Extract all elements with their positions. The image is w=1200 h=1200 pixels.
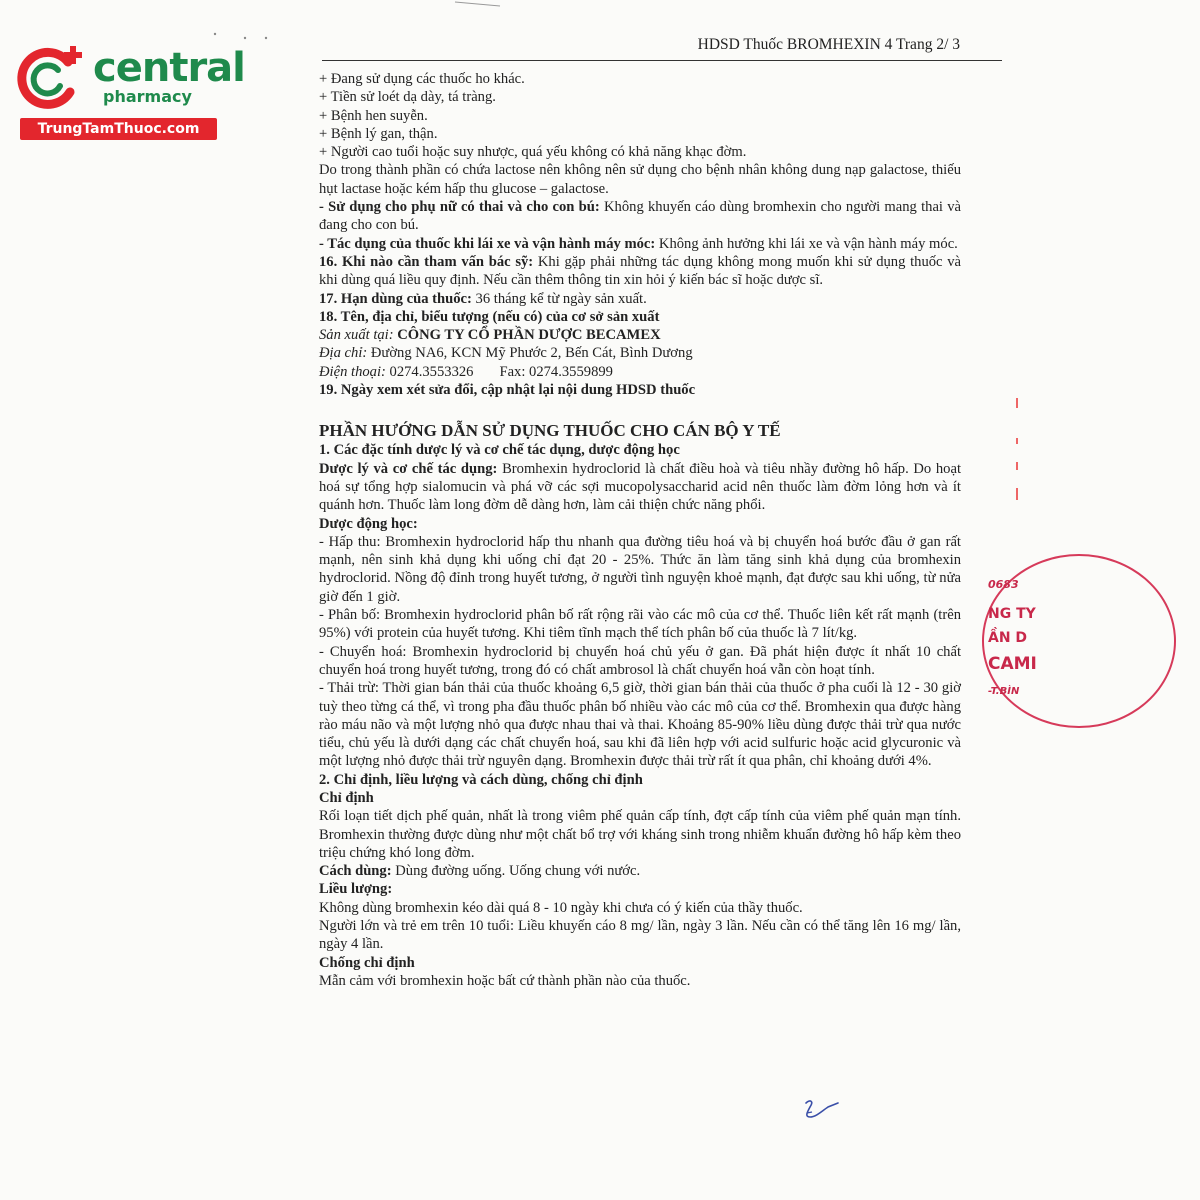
section-18-heading: 18. Tên, địa chỉ, biểu tượng (nếu có) của cơ sở sản xuất: [319, 308, 660, 325]
pharmacy-logo[interactable]: [8, 38, 245, 138]
section-16-text: Khi gặp phải những tác dụng không mong muốn khi sử dụng thuốc và khi dùng quá liều quy định. Nếu cần thêm thông tin xin hỏi ý kiến bác sĩ hoặc dược sĩ.: [319, 253, 961, 289]
pharmacology-paragraph: [319, 460, 961, 515]
logo-name: central: [93, 45, 245, 91]
lactose-warning: Do trong thành phần có chứa lactose nên không nên sử dụng cho bệnh nhân không dung nạp galactose, thiếu hụt lactase hoặc kém hấp thu glucose – galactose.: [319, 162, 961, 197]
stamp-fragment: [1016, 438, 1018, 444]
section-16: [319, 253, 961, 290]
absorption-paragraph: - Hấp thu: Bromhexin hydroclorid hấp thu nhanh qua đường tiêu hoá và bị chuyển hoá bước đầu ở gan rất mạnh, nên sinh khả dụng khi uống chỉ đạt 20 - 25%. Thức ăn làm tăng sinh khả dụng của bromhexin hydroclorid. Nồng độ đỉnh trong huyết tương, ở người tình nguyện khoẻ mạnh, đạt được sau khi uống, từ nửa giờ đến 1 giờ.: [319, 533, 961, 605]
precaution-line: + Đang sử dụng các thuốc ho khác.: [319, 71, 525, 87]
precaution-line: + Tiền sử loét dạ dày, tá tràng.: [319, 89, 496, 106]
phone-text: 0274.3553326: [385, 363, 474, 380]
driving-label: - Tác dụng của thuốc khi lái xe và vận hành máy móc:: [319, 235, 656, 252]
logo-url[interactable]: TrungTamThuoc.com: [20, 118, 217, 140]
stamp-text: NG TY: [988, 606, 1036, 622]
stamp-fragment: [1016, 462, 1018, 470]
contraindication-label: Chống chỉ định: [319, 954, 415, 971]
precaution-line: + Người cao tuổi hoặc suy nhược, quá yếu không có khả năng khạc đờm.: [319, 144, 747, 161]
pharmacology-text: Bromhexin hydroclorid là chất điều hoà và tiêu nhầy đường hô hấp. Do hoạt hoá sự tổng hợp sialomucin và phá vỡ các sợi mucopolysaccharid acid nên thuốc làm đờm lỏng hơn và ít quánh hơn. Thuốc làm long đờm dễ dàng hơn, làm cải thiện chức năng phổi.: [319, 460, 961, 514]
pregnancy-label: - Sử dụng cho phụ nữ có thai và cho con bú:: [319, 199, 600, 216]
administration-label: Cách dùng:: [319, 863, 392, 880]
section-19-heading: 19. Ngày xem xét sửa đổi, cập nhật lại nội dung HDSD thuốc: [319, 382, 696, 399]
dosage-line: Không dùng bromhexin kéo dài quá 8 - 10 ngày khi chưa có ý kiến của thầy thuốc.: [319, 899, 803, 916]
logo-c-plus-icon: [10, 40, 90, 120]
administration-paragraph: [319, 862, 961, 880]
stamp-text: -T.BÌN: [988, 686, 1020, 697]
pregnancy-paragraph: [319, 198, 961, 235]
scan-mark: [455, 2, 500, 6]
contraindication-text: Mẫn cảm với bromhexin hoặc bất cứ thành phần nào của thuốc.: [319, 972, 691, 989]
indication-text: Rối loạn tiết dịch phế quản, nhất là trong viêm phế quản cấp tính, đợt cấp tính của viêm phế quản mạn tính. Bromhexin thường được dùng như một chất bổ trợ với kháng sinh trong nhiễm khuẩn đường hô hấp kèm theo triệu chứng khó long đờm.: [319, 808, 961, 861]
document-body: [319, 70, 961, 990]
address-line: [319, 344, 961, 362]
pharmacology-heading: 1. Các đặc tính dược lý và cơ chế tác dụng, dược động học: [319, 442, 680, 459]
page-header: [322, 30, 1002, 61]
dosage-line: Người lớn và trẻ em trên 10 tuổi: Liều khuyến cáo 8 mg/ lần, ngày 3 lần. Nếu cần có thể tăng lên 16 mg/ lần, ngày 4 lần.: [319, 918, 961, 953]
manufacturer-label: Sản xuất tại:: [319, 327, 394, 344]
administration-text: Dùng đường uống. Uống chung với nước.: [391, 863, 641, 880]
stamp-text: CAMI: [988, 654, 1037, 674]
scan-dot: [244, 37, 246, 39]
phone-label: Điện thoại:: [319, 363, 386, 380]
indications-heading: 2. Chỉ định, liều lượng và cách dùng, chống chỉ định: [319, 771, 643, 788]
distribution-paragraph: - Phân bố: Bromhexin hydroclorid phân bố rất rộng rãi vào các mô của cơ thể. Thuốc liên kết rất mạnh (trên 95%) với protein của huyết tương. Khi tiêm tĩnh mạch thể tích phân bố của thuốc là 7 lít/kg.: [319, 607, 961, 642]
pharmacokinetics-label: Dược động học:: [319, 515, 418, 532]
manufacturer-line: [319, 326, 961, 344]
professional-section-heading: PHẦN HƯỚNG DẪN SỬ DỤNG THUỐC CHO CÁN BỘ Y TẾ: [319, 421, 781, 441]
elimination-paragraph: - Thải trừ: Thời gian bán thải của thuốc khoảng 6,5 giờ, thời gian bán thải của thuốc ở pha cuối là 12 - 30 giờ tuỳ theo từng cá thể, vì trong pha đầu thuốc phân bố nhiều vào các mô của cơ thể. Bromhexin qua được hàng rào máu não và một lượng nhỏ qua được nhau thai và thai. Khoảng 85-90% liều dùng được thải trừ qua nước tiểu, chủ yếu là dưới dạng các chất chuyển hoá, sau khi đã liên hợp với acid sulfuric hoặc acid glycuronic và một lượng nhỏ được thải trừ nguyên dạng. Bromhexin được thải trừ rất ít qua phân, chỉ khoảng dưới 4%.: [319, 680, 961, 770]
section-17-text: 36 tháng kể từ ngày sản xuất.: [471, 290, 647, 307]
phone-line: [319, 363, 961, 381]
driving-text: Không ảnh hưởng khi lái xe và vận hành máy móc.: [655, 235, 958, 252]
stamp-text: ẦN D: [988, 630, 1028, 646]
manufacturer-name: CÔNG TY CỔ PHẦN DƯỢC BECAMEX: [393, 327, 661, 344]
stamp-fragment: [1016, 398, 1018, 408]
pharmacology-label: Dược lý và cơ chế tác dụng:: [319, 460, 498, 477]
section-17: [319, 290, 961, 308]
precaution-line: + Bệnh hen suyễn.: [319, 107, 428, 124]
metabolism-paragraph: - Chuyển hoá: Bromhexin hydroclorid bị chuyển hoá chủ yếu ở gan. Đã phát hiện được ít nhất 10 chất chuyển hoá trong huyết tương, trong đó có chất ambrosol là chất chuyển hoá vẫn còn hoạt tính.: [319, 643, 961, 678]
scan-dot: [265, 37, 267, 39]
fax-text: Fax: 0274.3559899: [499, 363, 613, 380]
section-17-label: 17. Hạn dùng của thuốc:: [319, 290, 472, 307]
precaution-line: + Bệnh lý gan, thận.: [319, 125, 438, 142]
driving-paragraph: [319, 235, 961, 253]
handwritten-initial: [800, 1095, 850, 1125]
header-title: HDSD Thuốc BROMHEXIN 4 Trang 2/ 3: [697, 36, 960, 53]
dosage-label: Liều lượng:: [319, 881, 393, 898]
indication-label: Chỉ định: [319, 789, 374, 806]
pregnancy-text: Không khuyến cáo dùng bromhexin cho người mang thai và đang cho con bú.: [319, 199, 961, 234]
address-text: Đường NA6, KCN Mỹ Phước 2, Bến Cát, Bình Dương: [367, 345, 693, 362]
logo-sub: pharmacy: [103, 87, 192, 106]
stamp-text: 0683: [988, 578, 1019, 591]
company-stamp: [986, 568, 1037, 714]
address-label: Địa chỉ:: [319, 345, 368, 362]
scan-dot: [214, 33, 216, 35]
stamp-fragment: [1016, 488, 1018, 500]
section-16-label: 16. Khi nào cần tham vấn bác sỹ:: [319, 253, 534, 270]
